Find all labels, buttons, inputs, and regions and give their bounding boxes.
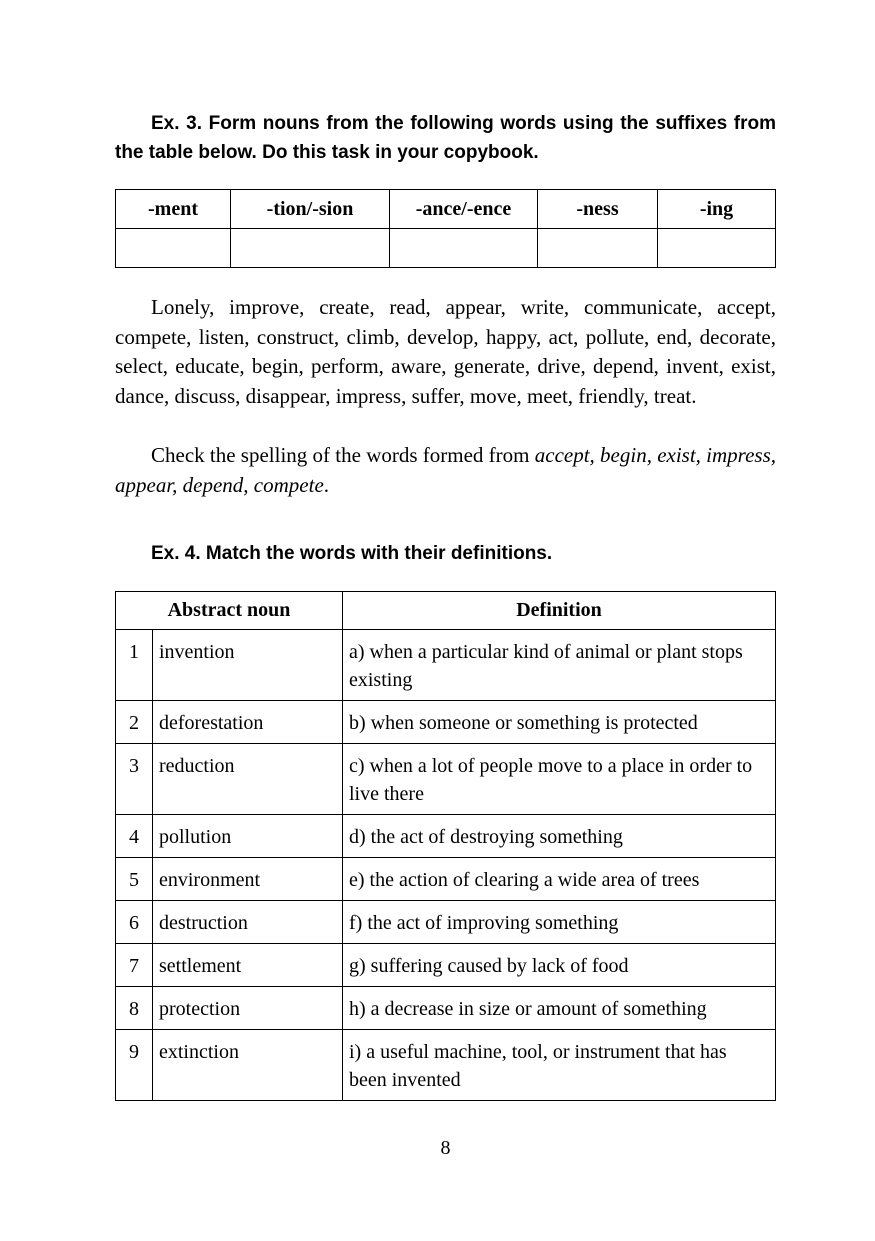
word-list-paragraph: Lonely, improve, create, read, appear, write, communicate, accept, compete, listen, construct, climb, develop, happy, act, pollute, end, decorate, select, educate, begin, perform, aware, generate, drive, depend, invent, exist, dance, discuss, disappear, impress, suffer, move, meet, friendly, treat. [115, 295, 776, 408]
row-definition: d) the act of destroying something [343, 815, 776, 858]
table-row [116, 701, 776, 744]
empty-cell [390, 229, 538, 268]
table-row [116, 630, 776, 701]
exercise-4-heading: Ex. 4. Match the words with their definitions. [151, 543, 553, 564]
table-row [116, 901, 776, 944]
row-definition: h) a decrease in size or amount of something [343, 987, 776, 1030]
row-number: 4 [116, 815, 153, 858]
suffix-cell: -tion/-sion [231, 190, 390, 229]
suffix-cell: -ness [538, 190, 658, 229]
table-row [116, 815, 776, 858]
row-number: 2 [116, 701, 153, 744]
suffix-cell: -ing [658, 190, 776, 229]
row-noun: reduction [153, 744, 343, 815]
suffix-cell: -ment [116, 190, 231, 229]
row-number: 8 [116, 987, 153, 1030]
row-number: 3 [116, 744, 153, 815]
spelling-words: accept, begin, exist, impress, appear, depend, compete [115, 443, 776, 497]
row-noun: deforestation [153, 701, 343, 744]
column-header-noun: Abstract noun [116, 592, 343, 630]
suffix-cell: -ance/-ence [390, 190, 538, 229]
empty-cell [538, 229, 658, 268]
empty-cell [658, 229, 776, 268]
row-noun: destruction [153, 901, 343, 944]
spelling-paragraph [115, 441, 776, 500]
empty-cell [231, 229, 390, 268]
row-definition: f) the act of improving something [343, 901, 776, 944]
row-definition: i) a useful machine, tool, or instrument that has been invented [343, 1030, 776, 1101]
row-number: 5 [116, 858, 153, 901]
row-noun: invention [153, 630, 343, 701]
row-definition: c) when a lot of people move to a place in order to live there [343, 744, 776, 815]
suffix-table [115, 189, 776, 268]
row-noun: pollution [153, 815, 343, 858]
column-header-definition: Definition [343, 592, 776, 630]
row-number: 6 [116, 901, 153, 944]
spelling-end: . [323, 472, 330, 497]
table-row [116, 858, 776, 901]
spelling-intro: Check the spelling of the words formed from [151, 443, 535, 467]
row-number: 7 [116, 944, 153, 987]
suffix-empty-row [116, 229, 776, 268]
row-definition: b) when someone or something is protected [343, 701, 776, 744]
row-definition: g) suffering caused by lack of food [343, 944, 776, 987]
table-row [116, 987, 776, 1030]
empty-cell [116, 229, 231, 268]
row-definition: a) when a particular kind of animal or plant stops existing [343, 630, 776, 701]
suffix-header-row [116, 190, 776, 229]
table-row [116, 944, 776, 987]
row-number: 9 [116, 1030, 153, 1101]
row-noun: settlement [153, 944, 343, 987]
matching-table [115, 591, 776, 1101]
row-noun: extinction [153, 1030, 343, 1101]
table-row [116, 744, 776, 815]
table-row [116, 1030, 776, 1101]
row-noun: protection [153, 987, 343, 1030]
row-noun: environment [153, 858, 343, 901]
row-definition: e) the action of clearing a wide area of trees [343, 858, 776, 901]
row-number: 1 [116, 630, 153, 701]
page-number: 8 [440, 1137, 451, 1159]
exercise-3-heading: Ex. 3. Form nouns from the following words using the suffixes from the table below. Do this task in your copybook. [115, 113, 776, 163]
matching-header-row [116, 592, 776, 630]
